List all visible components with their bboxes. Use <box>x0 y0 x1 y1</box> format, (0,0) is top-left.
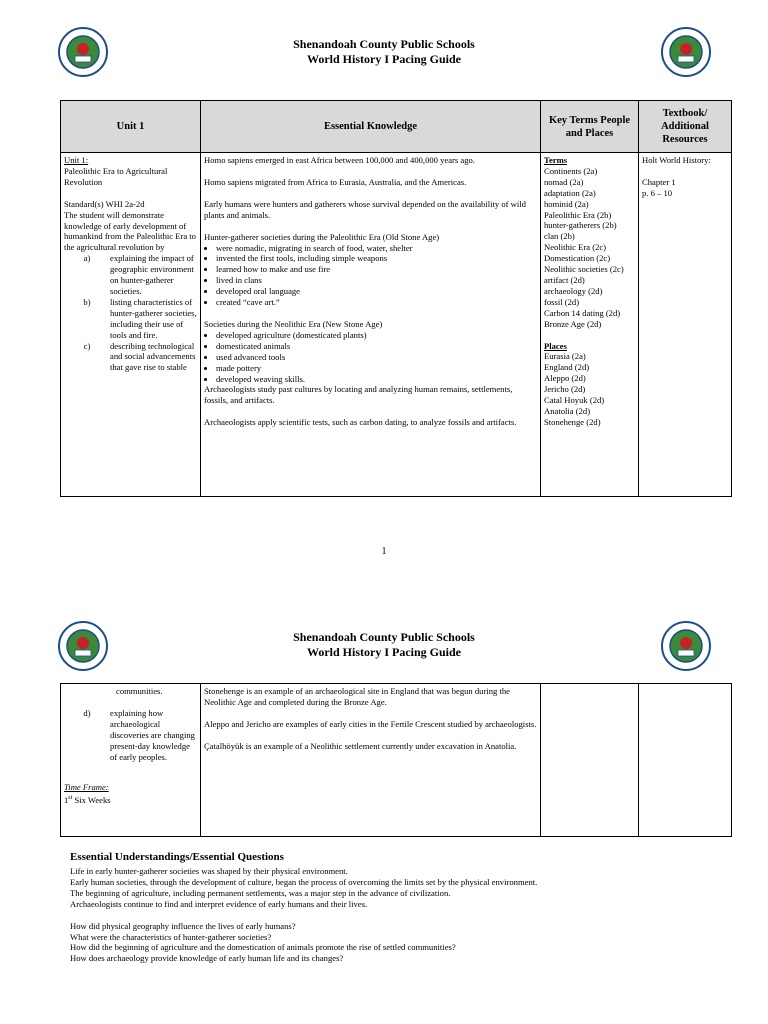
knowledge-text: Early humans were hunters and gatherers whose survival depended on the availability of wild plants and animals. <box>204 198 526 220</box>
terms-list: Continents (2a) nomad (2a) adaptation (2a) hominid (2a) Paleolithic Era (2b) hunter-gatherers (2b) clan (2b) Neolithic Era (2c) Domestication (2c) Neolithic societies (2c) artifact (2d) archaeology (2d) fossil (2d) Carbon 14 dating (2d) Bronze Age (2d) <box>544 165 624 329</box>
standard-item: a) explaining the impact of geographic environment on hunter-gatherer societies. <box>83 253 194 296</box>
understanding: Archaeologists continue to find and interpret evidence of early humans and their lives. <box>70 898 368 909</box>
standard-item: c) describing technological and social advancements that gave rise to stable <box>83 340 196 373</box>
terms-cell <box>541 684 639 837</box>
essential-question: How did physical geography influence the lives of early humans? <box>70 920 296 931</box>
knowledge-cell <box>201 153 541 497</box>
knowledge-text: Aleppo and Jericho are examples of early cities in the Fertile Crescent studied by archaeologists. <box>204 718 537 729</box>
unit-continued: communities. <box>116 686 163 696</box>
resource-text: p. 6 – 10 <box>642 187 673 198</box>
essential-section <box>70 850 710 964</box>
unit-title: Unit 1: <box>64 155 89 165</box>
knowledge-text: Archaeologists study past cultures by locating and analyzing human remains, settlements, fossils, and artifacts. <box>204 384 513 406</box>
unit-cell <box>61 153 201 497</box>
time-frame-label: Time Frame: <box>64 782 109 793</box>
resource-text: Chapter 1 <box>642 176 676 187</box>
unit-intro: The student will demonstrate knowledge of early development of humankind from the Paleolithic Era to the agricultural revolution by <box>64 209 196 253</box>
knowledge-text: Stonehenge is an example of an archaeological site in England that was begun during the Neolithic Age and completed during the Bronze Age. <box>204 686 510 707</box>
col-header-terms: Key Terms People and Places <box>541 101 639 153</box>
knowledge-text: Homo sapiens emerged in east Africa between 100,000 and 400,000 years ago. <box>204 155 475 165</box>
knowledge-cell <box>201 684 541 837</box>
neolithic-list: • developed agriculture (domesticated plants) • domesticated animals • used advanced tools • made pottery • developed weaving skills. <box>204 330 537 385</box>
col-header-resources: Textbook/ Additional Resources <box>639 101 732 153</box>
col-header-unit: Unit 1 <box>61 101 201 153</box>
paleolithic-list: • were nomadic, migrating in search of food, water, shelter • invented the first tools, including simple weapons • learned how to make and use fire • lived in clans • developed oral language • created “cave art.” <box>204 243 537 308</box>
knowledge-text: Homo sapiens migrated from Africa to Eurasia, Australia, and the Americas. <box>204 176 467 187</box>
knowledge-text: Çatalhöyük is an example of a Neolithic settlement currently under excavation in Anatolia. <box>204 740 517 751</box>
col-header-knowledge: Essential Knowledge <box>201 101 541 153</box>
standard-item: b) listing characteristics of hunter-gatherer societies, including their use of tools and fire. <box>83 296 197 340</box>
resource-text: Holt World History: <box>642 155 711 165</box>
essential-question: How did the beginning of agriculture and the domestication of animals promote the rise of settled communities? <box>70 942 456 953</box>
essential-question: How does archaeology provide knowledge of early human life and its changes? <box>70 953 344 964</box>
unit-cell <box>61 684 201 837</box>
page-number: 1 <box>381 546 387 557</box>
places-heading: Places <box>544 340 567 351</box>
knowledge-text: Societies during the Neolithic Era (New Stone Age) <box>204 318 383 329</box>
guide-title: World History I Pacing Guide <box>306 52 461 66</box>
unit-standards: Standard(s) WHI 2a-2d <box>64 198 145 209</box>
pacing-table-page1 <box>60 100 732 497</box>
time-frame: 1st Six Weeks <box>64 795 111 806</box>
terms-cell <box>541 153 639 497</box>
understanding: Early human societies, through the development of culture, began the process of overcoming the limits set by the physical environment. <box>70 876 538 887</box>
standard-item: d) explaining how archaeological discoveries are changing present-day knowledge of early peoples. <box>83 707 195 762</box>
district-title: Shenandoah County Public Schools <box>293 37 475 51</box>
places-list: Eurasia (2a) England (2d) Aleppo (2d) Jericho (2d) Catal Hoyuk (2d) Anatolia (2d) Stonehenge (2d) <box>544 351 605 427</box>
understanding: The beginning of agriculture, including permanent settlements, was a major step in the advance of civilization. <box>70 887 451 898</box>
knowledge-text: Archaeologists apply scientific tests, such as carbon dating, to analyze fossils and artifacts. <box>204 417 517 428</box>
essential-question: What were the characteristics of hunter-gatherer societies? <box>70 931 272 942</box>
district-title: Shenandoah County Public Schools <box>293 630 475 644</box>
resources-cell <box>639 153 732 497</box>
terms-heading: Terms <box>544 155 568 165</box>
understanding: Life in early hunter-gatherer societies was shaped by their physical environment. <box>70 866 348 876</box>
essential-heading: Essential Understandings/Essential Questions <box>70 851 284 863</box>
unit-name: Paleolithic Era to Agricultural Revolution <box>64 165 168 187</box>
knowledge-text: Hunter-gatherer societies during the Paleolithic Era (Old Stone Age) <box>204 231 440 242</box>
pacing-table-page2 <box>60 683 732 837</box>
guide-title: World History I Pacing Guide <box>306 645 461 659</box>
resources-cell <box>639 684 732 837</box>
